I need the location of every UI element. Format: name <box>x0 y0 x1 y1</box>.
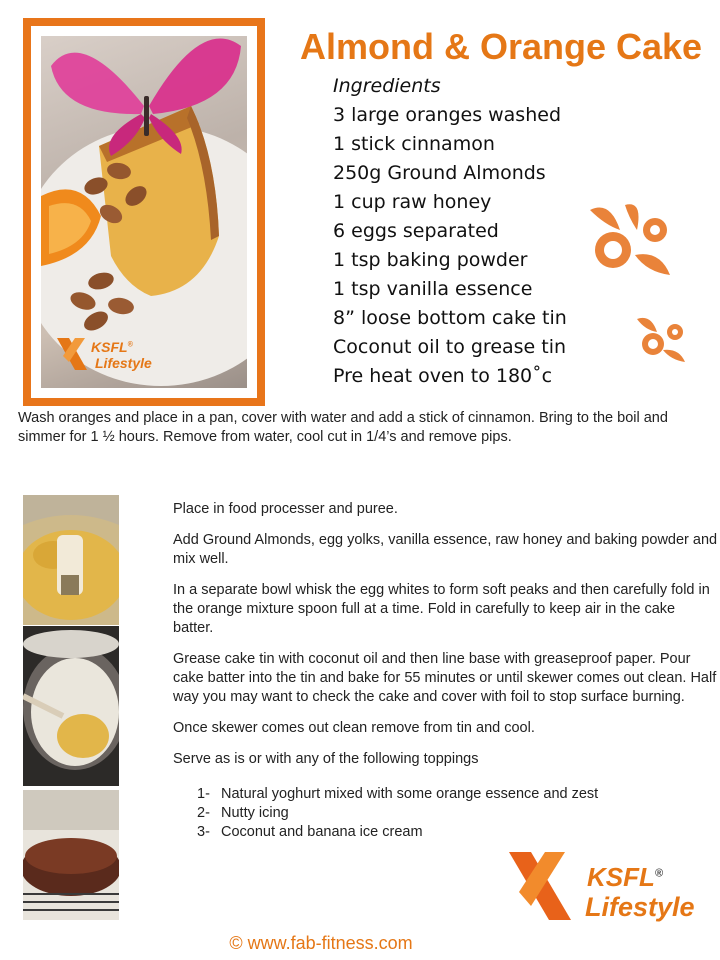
topping-text: Natural yoghurt mixed with some orange essence and zest <box>221 786 599 802</box>
step-paragraph: Once skewer comes out clean remove from tin and cool. <box>173 720 535 736</box>
cake-photo <box>41 36 247 388</box>
topping-number: 1- <box>197 786 210 802</box>
method-steps <box>173 500 718 842</box>
mixing-bowl-photo <box>23 626 119 786</box>
step-paragraph: Add Ground Almonds, egg yolks, vanilla essence, raw honey and baking powder and mix well. <box>173 532 718 567</box>
logo-brand: KSFL <box>587 862 655 892</box>
recipe-title: Almond & Orange Cake <box>300 26 703 67</box>
ingredient-item: 1 stick cinnamon <box>333 133 495 155</box>
flourish-small-icon <box>635 314 687 364</box>
baked-cake-photo <box>23 790 119 920</box>
ingredient-item: Pre heat oven to 180˚c <box>333 365 553 387</box>
topping-item <box>197 823 718 842</box>
step-paragraph: Grease cake tin with coconut oil and then line base with greaseproof paper. Pour cake batter into the tin and bake for 55 minutes or until skewer comes out clean. Half way you may want to check the cake and cover with foil to stop surface burning. <box>173 651 717 705</box>
ingredients-heading: Ingredients <box>333 75 441 97</box>
hero-photo-frame <box>23 18 265 406</box>
ingredient-item: 250g Ground Almonds <box>333 162 546 184</box>
ingredient-item: 1 tsp vanilla essence <box>333 278 533 300</box>
step-paragraph: In a separate bowl whisk the egg whites to form soft peaks and then carefully fold in the orange mixture spoon full at a time. Fold in carefully to keep air in the cake batter. <box>173 582 710 636</box>
ingredient-item: 3 large oranges washed <box>333 104 561 126</box>
toppings-list <box>173 785 718 842</box>
flourish-large-icon <box>585 200 675 280</box>
ingredient-item: 1 tsp baking powder <box>333 249 528 271</box>
ksfl-logo <box>505 850 705 925</box>
ingredient-item: 8” loose bottom cake tin <box>333 307 567 329</box>
logo-brand: KSFL <box>91 339 128 355</box>
topping-item <box>197 804 718 823</box>
topping-item <box>197 785 718 804</box>
topping-text: Coconut and banana ice cream <box>221 824 423 840</box>
logo-reg: ® <box>127 341 133 349</box>
logo-sub: Lifestyle <box>585 892 695 922</box>
intro-paragraph: Wash oranges and place in a pan, cover with water and add a stick of cinnamon. Bring to the boil and simmer for 1 ½ hours. Remove from water, cool cut in 1/4’s and remove pips. <box>18 410 668 445</box>
ingredient-item: 1 cup raw honey <box>333 191 492 213</box>
topping-number: 3- <box>197 824 210 840</box>
ingredient-item: 6 eggs separated <box>333 220 499 242</box>
logo-sub: Lifestyle <box>95 355 152 371</box>
step-paragraph: Place in food processer and puree. <box>173 501 398 517</box>
logo-reg: ® <box>654 867 663 880</box>
ksfl-mark-icon <box>505 850 575 922</box>
footer-text: © www.fab-fitness.com <box>229 933 413 953</box>
footer-link[interactable] <box>0 933 720 954</box>
topping-number: 2- <box>197 805 210 821</box>
ingredient-item: Coconut oil to grease tin <box>333 336 567 358</box>
food-processor-photo <box>23 495 119 625</box>
topping-text: Nutty icing <box>221 805 289 821</box>
step-paragraph: Serve as is or with any of the following toppings <box>173 751 479 767</box>
ingredients-list <box>333 72 567 391</box>
